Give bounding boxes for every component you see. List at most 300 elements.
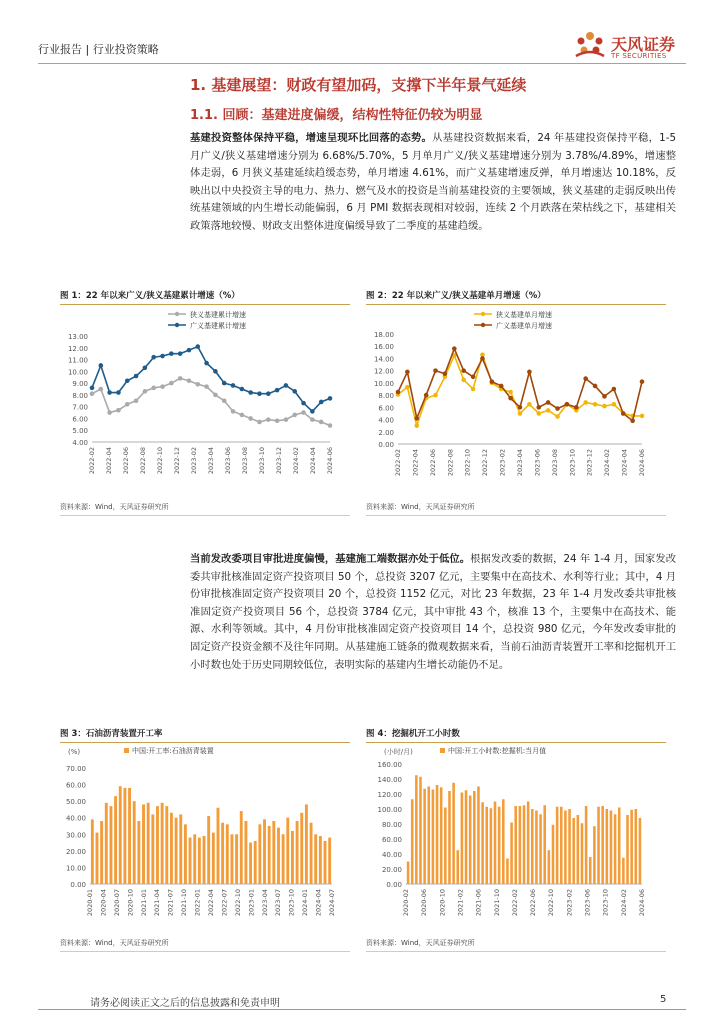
data-point bbox=[602, 404, 607, 409]
bar bbox=[498, 807, 501, 884]
x-tick-label: 2022-04 bbox=[105, 447, 113, 475]
data-point bbox=[583, 400, 588, 405]
data-point bbox=[433, 393, 438, 398]
bar bbox=[300, 813, 303, 884]
data-point bbox=[328, 396, 333, 401]
y-tick-label: 80.00 bbox=[381, 821, 402, 829]
legend-label: 中国:开工率:石油沥青装置 bbox=[132, 747, 214, 755]
data-point bbox=[461, 378, 466, 383]
data-point bbox=[527, 402, 532, 407]
x-tick-label: 2024-07 bbox=[328, 889, 336, 917]
bar bbox=[161, 803, 164, 884]
data-point bbox=[169, 351, 174, 356]
data-point bbox=[107, 390, 112, 395]
bar bbox=[481, 802, 484, 884]
bar bbox=[137, 821, 140, 884]
x-tick-label: 2021-04 bbox=[153, 889, 162, 917]
bar bbox=[226, 824, 229, 884]
x-tick-label: 2024-01 bbox=[301, 889, 310, 917]
data-point bbox=[328, 423, 333, 428]
data-point bbox=[195, 344, 200, 349]
bar bbox=[427, 787, 430, 885]
bar bbox=[254, 841, 257, 884]
data-point bbox=[405, 385, 410, 390]
bar bbox=[531, 809, 534, 884]
bar bbox=[614, 814, 617, 884]
bar bbox=[469, 796, 472, 885]
x-tick-label: 2022-10 bbox=[156, 447, 164, 475]
bar bbox=[133, 801, 136, 884]
y-tick-label: 4.00 bbox=[72, 439, 88, 447]
x-tick-label: 2024-06 bbox=[326, 447, 334, 475]
data-point bbox=[612, 402, 617, 407]
bar bbox=[319, 836, 322, 884]
data-point bbox=[555, 406, 560, 411]
x-tick-label: 2023-01 bbox=[247, 889, 256, 917]
x-tick-label: 2022-08 bbox=[139, 447, 147, 475]
x-tick-label: 2022-06 bbox=[122, 447, 130, 475]
bar bbox=[324, 841, 327, 884]
report-category: 行业报告 | 行业投资策略 bbox=[38, 43, 159, 56]
bar bbox=[179, 814, 182, 884]
bar bbox=[448, 791, 451, 884]
brand-name-cn: 天风证券 bbox=[611, 35, 676, 54]
bar bbox=[235, 834, 238, 884]
x-tick-label: 2023-10 bbox=[601, 889, 610, 917]
data-point bbox=[480, 356, 485, 361]
bar bbox=[552, 825, 555, 884]
bar bbox=[419, 777, 422, 884]
brand-name-en: TF SECURITIES bbox=[611, 52, 667, 60]
bar bbox=[156, 806, 159, 884]
bar bbox=[212, 833, 215, 884]
bar bbox=[91, 819, 94, 884]
bar bbox=[589, 857, 592, 884]
y-tick-label: 160.00 bbox=[377, 761, 402, 769]
data-point bbox=[546, 400, 551, 405]
bar bbox=[606, 809, 609, 884]
series-line bbox=[398, 349, 642, 421]
y-tick-label: 10.00 bbox=[65, 864, 86, 873]
bar bbox=[423, 789, 426, 884]
data-point bbox=[187, 378, 192, 383]
x-tick-label: 2024-02 bbox=[619, 889, 628, 917]
section-heading: 1. 基建展望：财政有望加码，支撑下半年景气延续 bbox=[190, 76, 527, 94]
legend-label: 广义基建单月增速 bbox=[496, 322, 552, 330]
y-tick-label: 5.00 bbox=[72, 427, 88, 436]
brand-logo-icon bbox=[572, 30, 608, 60]
figure-1-rule bbox=[60, 304, 350, 305]
x-tick-label: 2022-04 bbox=[411, 449, 420, 477]
y-tick-label: 13.00 bbox=[67, 333, 88, 341]
y-tick-label: 4.00 bbox=[378, 416, 394, 425]
data-point bbox=[518, 411, 523, 416]
x-tick-label: 2022-10 bbox=[547, 889, 556, 917]
bar bbox=[568, 809, 571, 884]
x-tick-label: 2022-08 bbox=[446, 449, 455, 477]
x-tick-label: 2024-04 bbox=[314, 889, 323, 917]
bar bbox=[128, 788, 131, 884]
legend-marker bbox=[175, 323, 179, 327]
data-point bbox=[499, 384, 504, 389]
bar bbox=[610, 811, 613, 885]
figure-4-rule bbox=[366, 742, 666, 743]
x-tick-label: 2023-10 bbox=[287, 889, 296, 917]
bar bbox=[305, 804, 308, 884]
bar bbox=[432, 790, 435, 885]
y-tick-label: 7.00 bbox=[72, 403, 88, 412]
data-point bbox=[178, 376, 183, 381]
y-tick-label: 50.00 bbox=[65, 798, 86, 807]
data-point bbox=[490, 379, 495, 384]
data-point bbox=[151, 355, 156, 360]
bar bbox=[440, 787, 443, 884]
bar bbox=[244, 821, 247, 884]
x-tick-label: 2023-04 bbox=[516, 449, 524, 477]
x-tick-label: 2022-10 bbox=[233, 889, 242, 917]
x-tick-label: 2023-07 bbox=[274, 889, 283, 917]
data-point bbox=[204, 384, 209, 389]
figure-2-source: 资料来源：Wind，天风证券研究所 bbox=[366, 503, 475, 511]
bar bbox=[539, 814, 542, 884]
x-tick-label: 2021-10 bbox=[180, 889, 189, 917]
x-tick-label: 2023-02 bbox=[565, 889, 574, 917]
bar bbox=[593, 826, 596, 884]
bar bbox=[560, 807, 563, 884]
bar bbox=[296, 821, 299, 884]
subsection-heading: 1.1. 回顾：基建进度偏缓，结构性特征仍较为明显 bbox=[190, 108, 483, 123]
data-point bbox=[151, 386, 156, 391]
data-point bbox=[301, 410, 306, 415]
y-tick-label: 30.00 bbox=[65, 831, 86, 840]
y-tick-label: 40.00 bbox=[65, 814, 86, 823]
data-point bbox=[565, 402, 570, 407]
data-point bbox=[405, 370, 410, 375]
x-tick-label: 2022-10 bbox=[463, 449, 472, 477]
legend-label: 狭义基建单月增速 bbox=[496, 311, 552, 319]
data-point bbox=[630, 418, 635, 423]
data-point bbox=[204, 361, 209, 366]
bar bbox=[506, 859, 509, 885]
bar bbox=[490, 808, 493, 884]
x-tick-label: 2020-10 bbox=[126, 889, 135, 917]
y-tick-label: 140.00 bbox=[377, 776, 402, 784]
legend-marker bbox=[175, 312, 179, 316]
data-point bbox=[240, 413, 245, 418]
figure-2-chart bbox=[366, 306, 666, 492]
y-tick-label: 0.00 bbox=[386, 881, 402, 889]
page-number: 5 bbox=[660, 994, 667, 1005]
figure-1-source: 资料来源：Wind，天风证券研究所 bbox=[60, 503, 169, 511]
x-tick-label: 2020-10 bbox=[438, 889, 447, 917]
figure-3-bottom-rule bbox=[60, 951, 350, 952]
x-tick-label: 2022-12 bbox=[481, 449, 490, 477]
bar bbox=[263, 819, 266, 884]
y-tick-label: 60.00 bbox=[65, 781, 86, 790]
data-point bbox=[125, 378, 130, 383]
bar bbox=[473, 791, 476, 884]
data-point bbox=[284, 417, 289, 422]
data-point bbox=[213, 369, 218, 374]
x-tick-label: 2020-02 bbox=[402, 889, 410, 917]
x-tick-label: 2023-02 bbox=[498, 449, 507, 477]
x-tick-label: 2022-06 bbox=[529, 889, 538, 917]
legend-label: 中国:开工小时数:挖掘机:当月值 bbox=[448, 747, 547, 755]
figure-4-chart bbox=[366, 744, 666, 932]
bar bbox=[151, 814, 154, 884]
data-point bbox=[593, 402, 598, 407]
bar bbox=[485, 807, 488, 884]
bar bbox=[630, 810, 633, 884]
data-point bbox=[574, 405, 579, 410]
bar bbox=[601, 806, 604, 884]
x-tick-label: 2022-02 bbox=[510, 889, 519, 917]
data-point bbox=[284, 383, 289, 388]
x-tick-label: 2023-12 bbox=[275, 447, 283, 475]
bar bbox=[502, 799, 505, 884]
bar bbox=[452, 783, 455, 884]
x-tick-label: 2023-10 bbox=[568, 449, 577, 477]
data-point bbox=[518, 405, 523, 410]
data-point bbox=[319, 400, 324, 405]
data-point bbox=[143, 366, 148, 371]
bar bbox=[436, 785, 439, 884]
x-tick-label: 2021-01 bbox=[139, 889, 148, 917]
bar bbox=[123, 788, 126, 884]
y-tick-label: 14.00 bbox=[373, 355, 394, 364]
y-tick-label: 16.00 bbox=[373, 343, 394, 352]
bar bbox=[175, 818, 178, 884]
bar bbox=[310, 823, 313, 884]
legend-label: 狭义基建累计增速 bbox=[190, 311, 246, 319]
bar bbox=[514, 806, 517, 884]
data-point bbox=[187, 348, 192, 353]
bar bbox=[564, 811, 567, 885]
y-tick-label: 20.00 bbox=[381, 866, 402, 874]
bar bbox=[221, 823, 224, 884]
bar bbox=[639, 818, 642, 884]
y-tick-label: 8.00 bbox=[378, 392, 394, 401]
x-tick-label: 2023-04 bbox=[207, 447, 215, 475]
x-tick-label: 2023-06 bbox=[583, 889, 592, 917]
bar bbox=[548, 850, 551, 884]
data-point bbox=[231, 409, 236, 414]
bar bbox=[415, 775, 418, 884]
x-tick-label: 2024-02 bbox=[292, 447, 300, 475]
y-tick-label: 0.00 bbox=[70, 881, 86, 889]
figure-3-title: 图 3：石油沥青装置开工率 bbox=[60, 729, 163, 739]
x-tick-label: 2020-01 bbox=[86, 889, 94, 917]
x-tick-label: 2023-02 bbox=[190, 447, 198, 475]
y-tick-label: 11.00 bbox=[67, 356, 88, 365]
y-tick-label: 12.00 bbox=[67, 344, 88, 353]
bar bbox=[189, 838, 192, 884]
data-point bbox=[222, 381, 227, 386]
data-point bbox=[231, 383, 236, 388]
bar bbox=[477, 787, 480, 885]
paragraph-approval bbox=[190, 551, 676, 674]
figure-1-bottom-rule bbox=[60, 515, 350, 516]
data-point bbox=[257, 391, 262, 396]
x-tick-label: 2024-06 bbox=[638, 889, 646, 917]
bar bbox=[527, 802, 530, 885]
data-point bbox=[471, 387, 476, 392]
legend-swatch bbox=[124, 748, 129, 753]
x-tick-label: 2021-06 bbox=[474, 889, 483, 917]
bar bbox=[618, 808, 621, 885]
bar bbox=[286, 818, 289, 884]
bar bbox=[519, 806, 522, 884]
data-point bbox=[310, 409, 315, 414]
bar bbox=[119, 786, 122, 884]
bar bbox=[577, 815, 580, 884]
figure-3-source: 资料来源：Wind，天风证券研究所 bbox=[60, 939, 169, 947]
bar bbox=[510, 823, 513, 885]
x-tick-label: 2024-06 bbox=[638, 449, 646, 477]
x-tick-label: 2023-10 bbox=[258, 447, 266, 475]
bar bbox=[198, 838, 201, 884]
bar bbox=[207, 816, 210, 884]
y-tick-label: 10.00 bbox=[373, 379, 394, 388]
data-point bbox=[433, 368, 438, 373]
bar bbox=[411, 799, 414, 884]
y-axis-unit: (%) bbox=[68, 748, 81, 756]
data-point bbox=[546, 408, 551, 413]
legend-marker bbox=[481, 312, 485, 316]
data-point bbox=[266, 417, 271, 422]
data-point bbox=[99, 387, 104, 392]
bar bbox=[597, 807, 600, 884]
x-tick-label: 2021-02 bbox=[456, 889, 465, 917]
bar bbox=[109, 806, 112, 884]
data-point bbox=[555, 414, 560, 419]
data-point bbox=[292, 413, 297, 418]
bar bbox=[556, 807, 559, 884]
x-tick-label: 2023-04 bbox=[260, 889, 269, 917]
y-tick-label: 100.00 bbox=[377, 806, 402, 814]
data-point bbox=[266, 391, 271, 396]
y-tick-label: 6.00 bbox=[72, 415, 88, 424]
data-point bbox=[240, 387, 245, 392]
y-tick-label: 18.00 bbox=[373, 331, 394, 339]
bar bbox=[456, 850, 459, 884]
figure-4-bottom-rule bbox=[366, 951, 666, 952]
data-point bbox=[424, 393, 429, 398]
x-tick-label: 2022-04 bbox=[207, 889, 215, 917]
data-point bbox=[640, 414, 645, 419]
data-point bbox=[169, 381, 174, 386]
data-point bbox=[583, 376, 588, 381]
x-tick-label: 2024-04 bbox=[620, 449, 629, 477]
bar bbox=[407, 862, 410, 885]
bar bbox=[147, 803, 150, 884]
bar bbox=[170, 813, 173, 884]
data-point bbox=[160, 384, 165, 389]
x-tick-label: 2023-06 bbox=[224, 447, 232, 475]
figure-1-chart bbox=[60, 306, 350, 492]
y-tick-label: 12.00 bbox=[373, 367, 394, 376]
data-point bbox=[195, 382, 200, 387]
bar bbox=[230, 834, 233, 884]
bar bbox=[142, 804, 145, 884]
data-point bbox=[90, 386, 95, 391]
legend-marker bbox=[481, 323, 485, 327]
data-point bbox=[414, 423, 419, 428]
x-tick-label: 2021-07 bbox=[166, 889, 175, 917]
bar bbox=[203, 836, 206, 884]
bar bbox=[572, 818, 575, 884]
figure-2-bottom-rule bbox=[366, 515, 666, 516]
paragraph-investment bbox=[190, 130, 676, 236]
bar bbox=[622, 858, 625, 884]
bar bbox=[193, 834, 196, 884]
paragraph-lead: 当前发改委项目审批进度偏慢，基建施工端数据亦处于低位。 bbox=[190, 553, 471, 565]
y-tick-label: 20.00 bbox=[65, 847, 86, 856]
bar bbox=[581, 823, 584, 884]
data-point bbox=[414, 416, 419, 421]
bar bbox=[277, 828, 280, 884]
bar bbox=[461, 793, 464, 885]
data-point bbox=[593, 384, 598, 389]
legend-label: 广义基建累计增速 bbox=[190, 322, 246, 330]
x-tick-label: 2024-04 bbox=[309, 447, 317, 475]
data-point bbox=[292, 389, 297, 394]
bar bbox=[105, 803, 108, 884]
bar bbox=[249, 843, 252, 884]
data-point bbox=[612, 387, 617, 392]
bar bbox=[100, 821, 103, 884]
data-point bbox=[134, 374, 139, 379]
footer-disclaimer: 请务必阅读正文之后的信息披露和免责申明 bbox=[90, 998, 280, 1009]
bar bbox=[585, 806, 588, 884]
data-point bbox=[471, 374, 476, 379]
x-tick-label: 2021-10 bbox=[492, 889, 501, 917]
y-tick-label: 60.00 bbox=[381, 836, 402, 844]
paragraph-body: 根据发改委的数据，24 年 1-4 月，国家发改委共审批核准固定资产投资项目 50 个，总投资 3207 亿元，主要集中在高技术、水利等行业；其中，4 月份审批核准固定资产投资项目 20 个，总投资 1152 亿元，对比 23 年数据，23 年 1-4 月发改委共审批核准固定资产投资项目 56 个，总投资 3784 亿元，其中审批 43 个，核准 13 个，主要集中在高技术、能源、水利等领域。其中，4 月份审批核准固定资产投资项目 14 个，总投资 980 亿元，今年发改委审批的固定资产投资金额不及往年同期。从基建施工链条的微观数据来看，当前石油沥青装置开工率和挖掘机开工小时数也处于历史同期较低位，表明实际的基建内生增长动能仍不足。 bbox=[190, 553, 676, 671]
header-divider bbox=[38, 63, 686, 64]
figure-3-chart bbox=[60, 744, 350, 932]
bar bbox=[272, 821, 275, 884]
bar bbox=[282, 834, 285, 884]
bar bbox=[543, 805, 546, 884]
y-tick-label: 120.00 bbox=[377, 791, 402, 799]
y-tick-label: 10.00 bbox=[67, 368, 88, 377]
figure-2-rule bbox=[366, 304, 666, 305]
bar bbox=[114, 796, 117, 884]
x-tick-label: 2020-07 bbox=[112, 889, 121, 917]
bar bbox=[184, 824, 187, 884]
bar bbox=[328, 838, 331, 884]
data-point bbox=[508, 390, 513, 395]
data-point bbox=[443, 371, 448, 376]
figure-4-source: 资料来源：Wind，天风证券研究所 bbox=[366, 939, 475, 947]
y-tick-label: 40.00 bbox=[381, 851, 402, 859]
x-tick-label: 2020-04 bbox=[99, 889, 108, 917]
y-tick-label: 0.00 bbox=[378, 441, 394, 449]
x-tick-label: 2022-12 bbox=[173, 447, 181, 475]
data-point bbox=[116, 390, 121, 395]
x-tick-label: 2024-02 bbox=[603, 449, 612, 477]
bar bbox=[268, 826, 271, 884]
x-tick-label: 2020-06 bbox=[420, 889, 429, 917]
data-point bbox=[602, 394, 607, 399]
data-point bbox=[508, 396, 513, 401]
data-point bbox=[275, 419, 280, 424]
bar bbox=[240, 811, 243, 884]
figure-4-title: 图 4：挖掘机开工小时数 bbox=[366, 729, 460, 739]
x-tick-label: 2022-07 bbox=[220, 889, 229, 917]
legend-swatch bbox=[440, 748, 445, 753]
